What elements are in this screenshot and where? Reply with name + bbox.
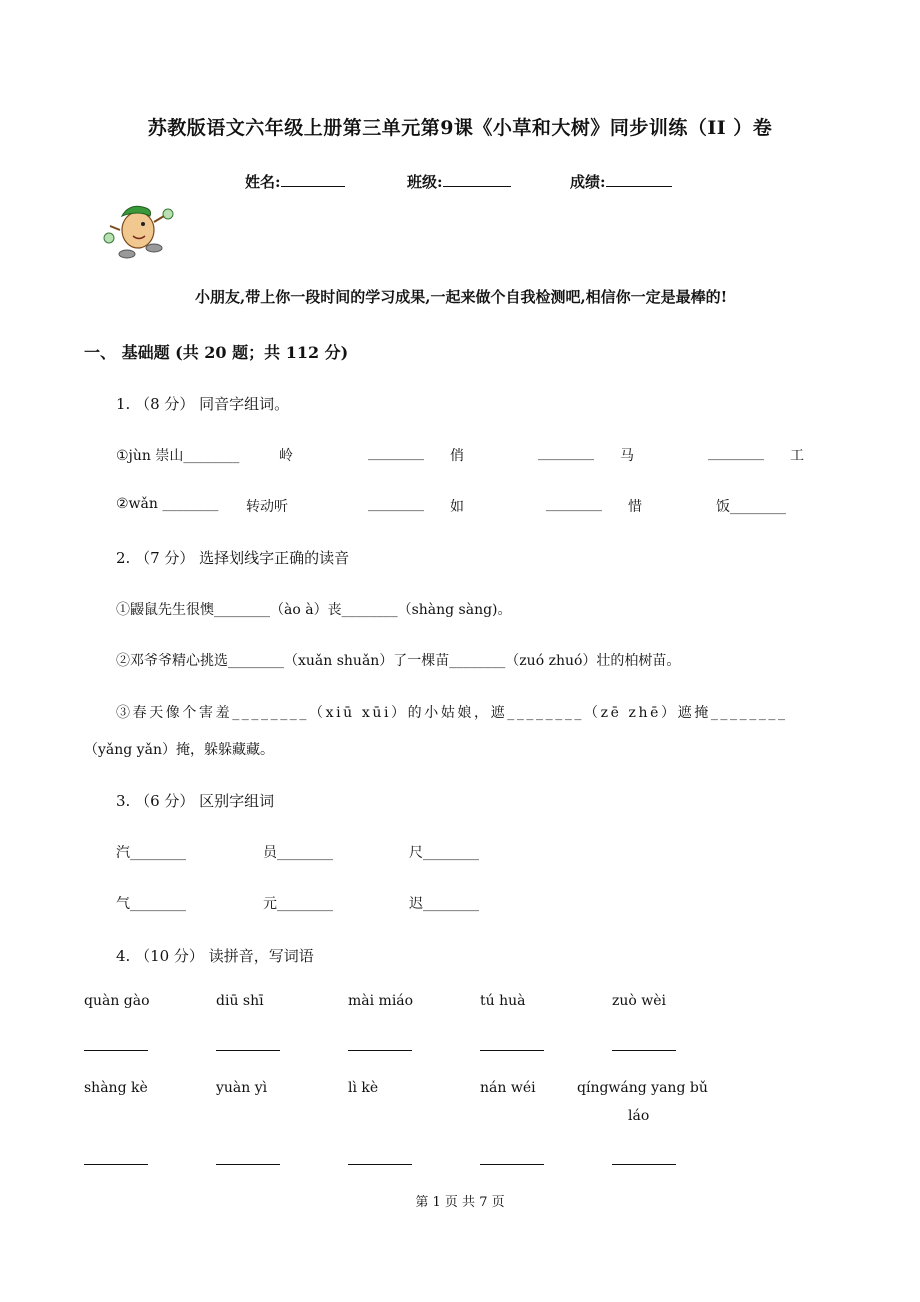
answer-line[interactable] (348, 1050, 412, 1051)
class-field (407, 171, 511, 192)
q3-r1-item: 汽________ (116, 845, 186, 861)
section-heading: 一、 基础题 (共 20 题；共 112 分) (84, 343, 349, 362)
score-blank[interactable] (606, 172, 672, 187)
q3-r2-item: 气________ (116, 896, 186, 912)
pinyin-item: quàn gào (84, 993, 150, 1009)
page-footer: 第 1 页 共 7 页 (415, 1195, 505, 1210)
q3-r2-item: 迟________ (409, 896, 479, 912)
q1-r2-item: ________ (546, 496, 602, 512)
answer-line[interactable] (84, 1164, 148, 1165)
q2-line: ③春天像个害羞________（xiū xūi）的小姑娘，遮________（zē zhē）遮掩________ (116, 705, 788, 721)
pinyin-item: yuàn yì (216, 1080, 268, 1096)
pinyin-item: zuò wèi (612, 993, 667, 1009)
q3-r1-item: 员________ (263, 845, 333, 861)
mascot-icon (100, 198, 182, 262)
name-blank[interactable] (281, 172, 345, 187)
q1-heading: 1. （8 分） 同音字组词。 (116, 395, 290, 413)
q1-r2-item: 如 (450, 499, 464, 515)
intro-text: 小朋友,带上你一段时间的学习成果,一起来做个自我检测吧,相信你一定是最棒的! (195, 288, 728, 306)
class-blank[interactable] (443, 172, 511, 187)
q1-r2-item: ②wǎn ________ (116, 496, 219, 512)
answer-line[interactable] (480, 1050, 544, 1051)
q1-r1-item: 工 (790, 448, 804, 464)
q2-line: ②邓爷爷精心挑选________（xuǎn shuǎn）了一棵苗________（zuó zhuó）壮的柏树苗。 (116, 653, 681, 669)
pinyin-item: tú huà (480, 993, 526, 1009)
name-label: 姓名: (245, 173, 281, 191)
q1-r1-item: 岭 (279, 448, 293, 464)
q1-r1-item: 马 (620, 448, 634, 464)
answer-line[interactable] (84, 1050, 148, 1051)
q1-r1-item: ________ (368, 445, 424, 461)
q2-line: ①鼹鼠先生很懊________（ào à）丧________（shàng sàng)。 (116, 602, 512, 618)
q1-r1-item: ________ (538, 445, 594, 461)
q3-r2-item: 元________ (263, 896, 333, 912)
answer-line[interactable] (612, 1050, 676, 1051)
pinyin-item: diū shī (216, 993, 264, 1009)
page-title: 苏教版语文六年级上册第三单元第9课《小草和大树》同步训练（II ）卷 (147, 117, 773, 139)
q1-r1-item: 俏 (450, 448, 464, 464)
pinyin-item: nán wéi (480, 1080, 536, 1096)
pinyin-item: láo (628, 1108, 650, 1124)
pinyin-item: lì kè (348, 1080, 379, 1096)
answer-line[interactable] (216, 1050, 280, 1051)
q2-heading: 2. （7 分） 选择划线字正确的读音 (116, 549, 350, 567)
q1-r2-item: 惜 (628, 499, 642, 515)
q2-line: （yǎng yǎn）掩，躲躲藏藏。 (84, 742, 274, 758)
answer-line[interactable] (612, 1164, 676, 1165)
q1-r2-item: 转动听 (246, 499, 288, 515)
pinyin-item: mài miáo (348, 993, 414, 1009)
q1-r2-item: 饭________ (716, 499, 786, 515)
q4-heading: 4. （10 分） 读拼音，写词语 (116, 947, 314, 965)
class-label: 班级: (407, 173, 443, 191)
q3-heading: 3. （6 分） 区别字组词 (116, 792, 275, 810)
score-label: 成绩: (570, 173, 606, 191)
q1-r1-item: ________ (708, 445, 764, 461)
name-field (245, 171, 345, 192)
answer-line[interactable] (216, 1164, 280, 1165)
pinyin-item: shàng kè (84, 1080, 148, 1096)
q1-r1-item: ①jùn 崇山________ (116, 448, 240, 464)
answer-line[interactable] (480, 1164, 544, 1165)
q3-r1-item: 尺________ (409, 845, 479, 861)
answer-line[interactable] (348, 1164, 412, 1165)
pinyin-item: qíngwáng yang bǔ (577, 1080, 708, 1096)
q1-r2-item: ________ (368, 496, 424, 512)
score-field (570, 171, 672, 192)
